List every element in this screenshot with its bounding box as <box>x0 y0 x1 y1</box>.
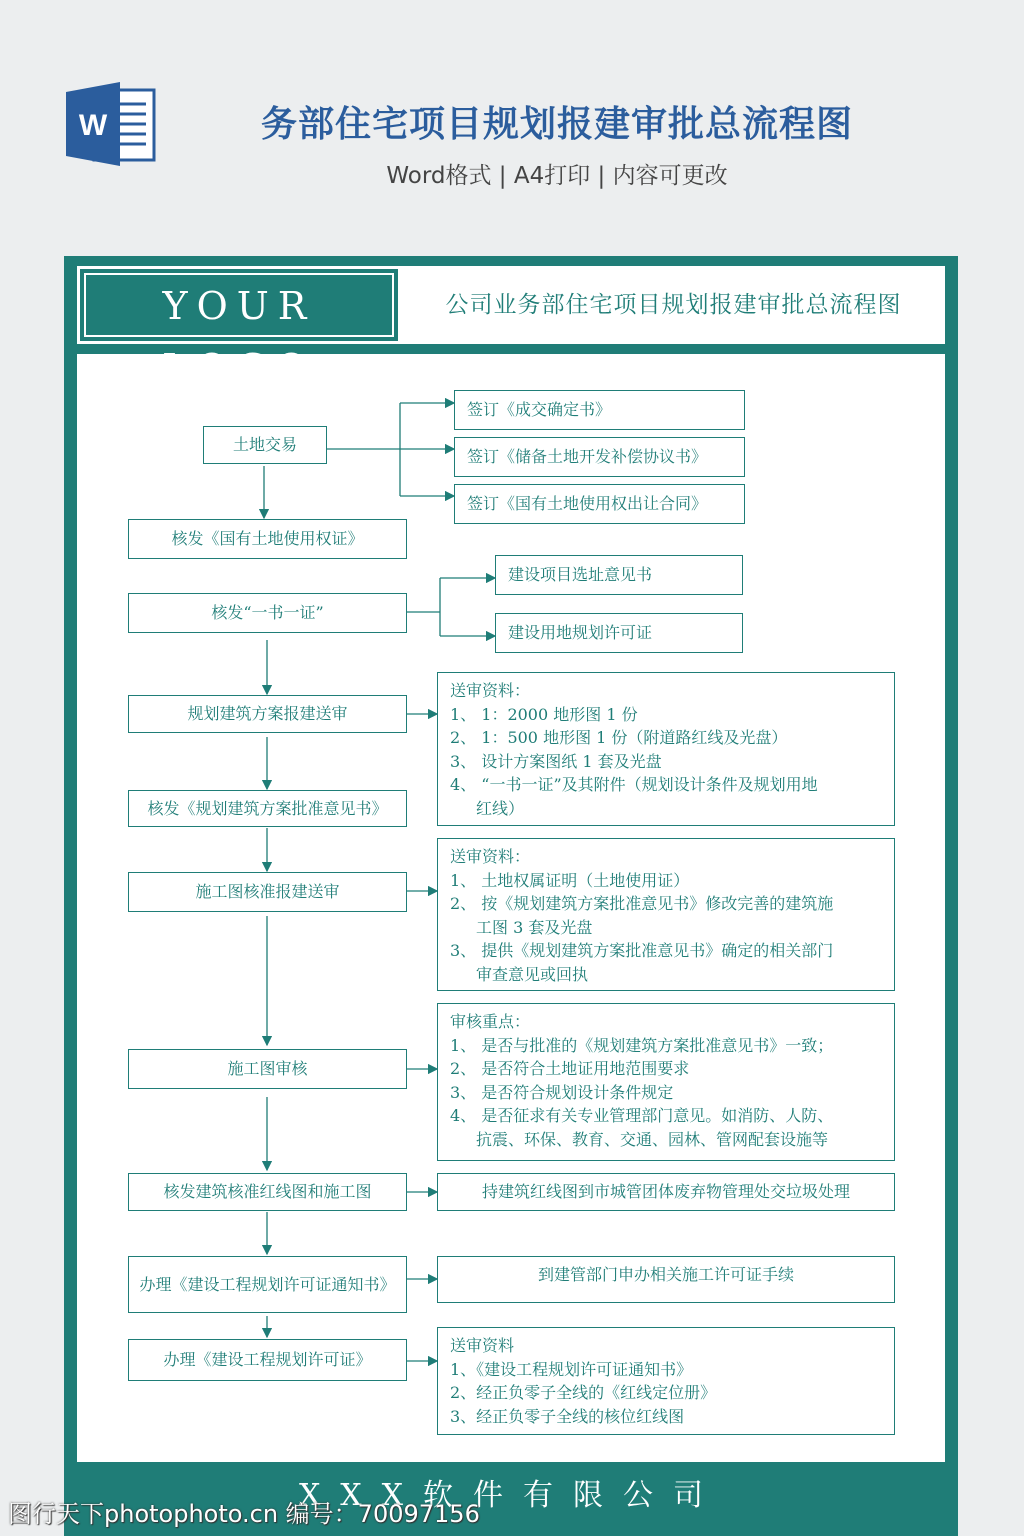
sign-deal-box: 签订《成交确定书》 <box>454 390 745 430</box>
note-item: 4、 是否征求有关专业管理部门意见。如消防、人防、 <box>450 1106 834 1125</box>
note-item: 抗震、环保、教育、交通、园林、管网配套设施等 <box>476 1129 829 1149</box>
site-opinion-box: 建设项目选址意见书 <box>495 555 743 595</box>
note-item: 红线） <box>476 798 525 818</box>
land-use-permit-box: 建设用地规划许可证 <box>495 613 743 653</box>
svg-text:W: W <box>78 109 108 142</box>
note-item: 4、 “一书一证”及其附件（规划设计条件及规划用地 <box>450 775 818 794</box>
plan-materials-note <box>437 672 895 826</box>
land-cert-box: 核发《国有土地使用权证》 <box>128 519 407 559</box>
plan-approval-box: 核发《规划建筑方案批准意见书》 <box>128 790 407 827</box>
note-item: 1、 土地权属证明（土地使用证） <box>450 870 690 890</box>
note-item: 3、 提供《规划建筑方案批准意见书》确定的相关部门 <box>450 941 834 960</box>
page-title: 务部住宅项目规划报建审批总流程图 <box>260 104 853 145</box>
watermark: 图行天下photophoto.cn 编号：70097156 <box>8 1500 480 1528</box>
note-item: 2、 是否符合土地证用地范围要求 <box>450 1059 690 1078</box>
logo-text: YOUR <box>84 273 394 337</box>
one-book-box: 核发“一书一证” <box>128 593 407 633</box>
company-name: XXX软件有限公司 <box>298 1478 724 1513</box>
drawing-review-box: 施工图审核 <box>128 1049 407 1089</box>
note-title: 审核重点： <box>450 1012 531 1031</box>
note-item: 2、经正负零子全线的《红线定位册》 <box>450 1383 717 1402</box>
banner-title: 公司业务部住宅项目规划报建审批总流程图 <box>445 292 902 318</box>
note-item: 2、 按《规划建筑方案批准意见书》修改完善的建筑施 <box>450 894 834 913</box>
note-title: 送审资料 <box>450 1336 515 1355</box>
note-title: 送审资料： <box>450 847 531 866</box>
note-item: 3、经正负零子全线的核位红线图 <box>450 1406 685 1426</box>
note-item: 1、《建设工程规划许可证通知书》 <box>450 1359 693 1379</box>
construction-materials-note <box>437 838 895 991</box>
planning-permit-box: 办理《建设工程规划许可证》 <box>128 1339 407 1381</box>
note-item: 1、 1：2000 地形图 1 份 <box>450 704 638 724</box>
garbage-note: 持建筑红线图到市城管团体废弃物管理处交垃圾处理 <box>437 1173 895 1211</box>
sign-reserve-box: 签订《储备土地开发补偿协议书》 <box>454 437 745 477</box>
note-item: 3、 设计方案图纸 1 套及光盘 <box>450 751 662 771</box>
redline-issue-box: 核发建筑核准红线图和施工图 <box>128 1173 407 1211</box>
construction-permit-note: 到建管部门申办相关施工许可证手续 <box>437 1256 895 1303</box>
review-points-note <box>437 1003 895 1161</box>
note-item: 审查意见或回执 <box>476 964 589 984</box>
plan-submit-box: 规划建筑方案报建送审 <box>128 695 407 733</box>
note-item: 3、 是否符合规划设计条件规定 <box>450 1082 674 1102</box>
land-transaction-box: 土地交易 <box>203 426 327 464</box>
construction-submit-box: 施工图核准报建送审 <box>128 872 407 912</box>
permit-materials-note <box>437 1327 895 1435</box>
note-item: 2、 1：500 地形图 1 份（附道路红线及光盘） <box>450 728 788 747</box>
note-item: 工图 3 套及光盘 <box>476 917 593 937</box>
note-title: 送审资料： <box>450 681 531 700</box>
sign-transfer-box: 签订《国有土地使用权出让合同》 <box>454 484 745 524</box>
note-item: 1、 是否与批准的《规划建筑方案批准意见书》一致； <box>450 1035 834 1055</box>
page-subtitle: Word格式 | A4打印 | 内容可更改 <box>386 163 728 189</box>
permit-notice-box: 办理《建设工程规划许可证通知书》 <box>128 1256 407 1313</box>
